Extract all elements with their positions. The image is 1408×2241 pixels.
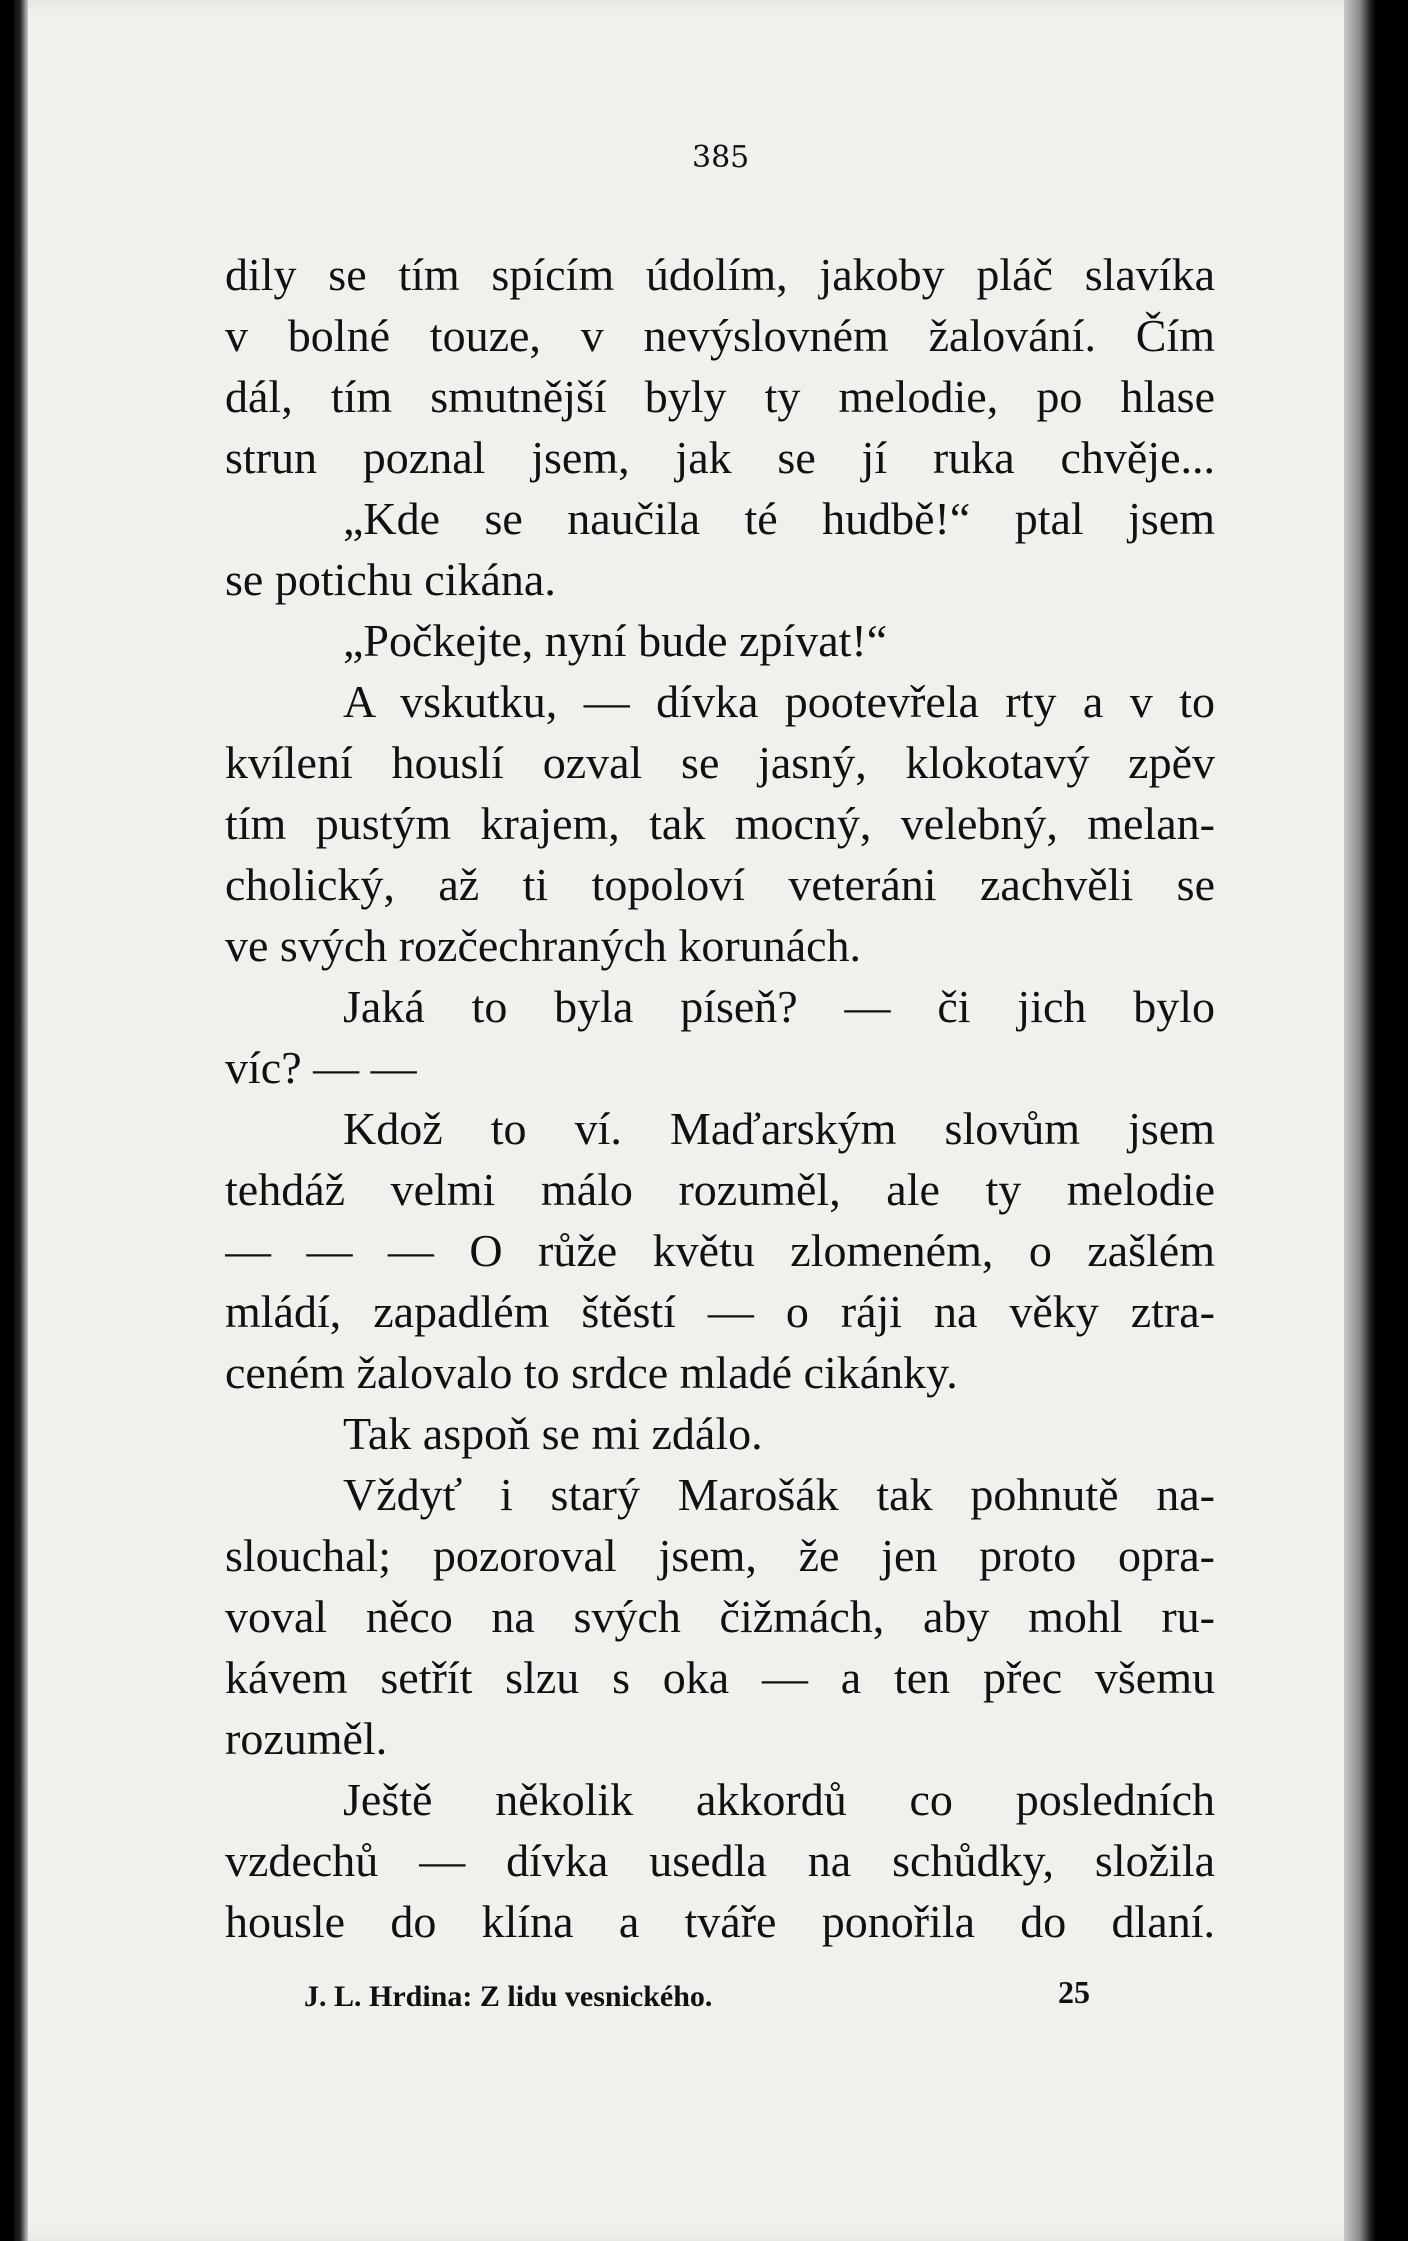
text-line: Vždyť i starý Marošák tak pohnutě na- <box>343 1469 1215 1520</box>
text-line: v bolné touze, v nevýslovném žalování. Čím <box>225 310 1215 361</box>
text-line: vzdechů — dívka usedla na schůdky, složila <box>225 1835 1215 1886</box>
page-left-edge <box>14 0 28 2241</box>
text-line: tím pustým krajem, tak mocný, velebný, melan- <box>225 798 1215 849</box>
text-line: housle do klína a tváře ponořila do dlaní. <box>225 1896 1215 1947</box>
footer-book-title: J. L. Hrdina: Z lidu vesnického. <box>304 1980 713 2013</box>
text-line: mládí, zapadlém štěstí — o ráji na věky ztra- <box>225 1286 1215 1337</box>
text-line: cholický, až ti topoloví veteráni zachvěli se <box>225 859 1215 910</box>
text-line: slouchal; pozoroval jsem, že jen proto opra- <box>225 1530 1215 1581</box>
text-line: se potichu cikána. <box>225 554 556 605</box>
text-line: strun poznal jsem, jak se jí ruka chvěje... <box>225 432 1215 483</box>
text-line: Jaká to byla píseň? — či jich bylo <box>343 981 1215 1032</box>
text-line: Kdož to ví. Maďarským slovům jsem <box>343 1103 1215 1154</box>
text-line: Tak aspoň se mi zdálo. <box>343 1408 763 1459</box>
text-line: kvílení houslí ozval se jasný, klokotavý zpěv <box>225 737 1215 788</box>
footer-signature-mark: 25 <box>1058 1974 1090 2010</box>
text-line: Ještě několik akkordů co posledních <box>343 1774 1215 1825</box>
text-line: tehdáž velmi málo rozuměl, ale ty melodie <box>225 1164 1215 1215</box>
text-line: rozuměl. <box>225 1713 388 1764</box>
text-line: ceném žalovalo to srdce mladé cikánky. <box>225 1347 958 1398</box>
body-text <box>225 244 1215 1952</box>
text-line: A vskutku, — dívka pootevřela rty a v to <box>343 676 1215 727</box>
text-line: „Kde se naučila té hudbě!“ ptal jsem <box>343 493 1215 544</box>
text-line: „Počkejte, nyní bude zpívat!“ <box>343 615 888 666</box>
text-line: dál, tím smutnější byly ty melodie, po hlase <box>225 371 1215 422</box>
page-number: 385 <box>692 140 750 175</box>
page-right-edge <box>1344 0 1376 2241</box>
text-line: víc? — — <box>225 1042 417 1093</box>
text-line: voval něco na svých čižmách, aby mohl ru- <box>225 1591 1215 1642</box>
text-line: — — — O růže květu zlomeném, o zašlém <box>225 1225 1215 1276</box>
text-line: dily se tím spícím údolím, jakoby pláč slavíka <box>225 249 1215 300</box>
text-line: kávem setřít slzu s oka — a ten přec všemu <box>225 1652 1215 1703</box>
text-line: ve svých rozčechraných korunách. <box>225 920 862 971</box>
book-page <box>14 0 1376 2241</box>
